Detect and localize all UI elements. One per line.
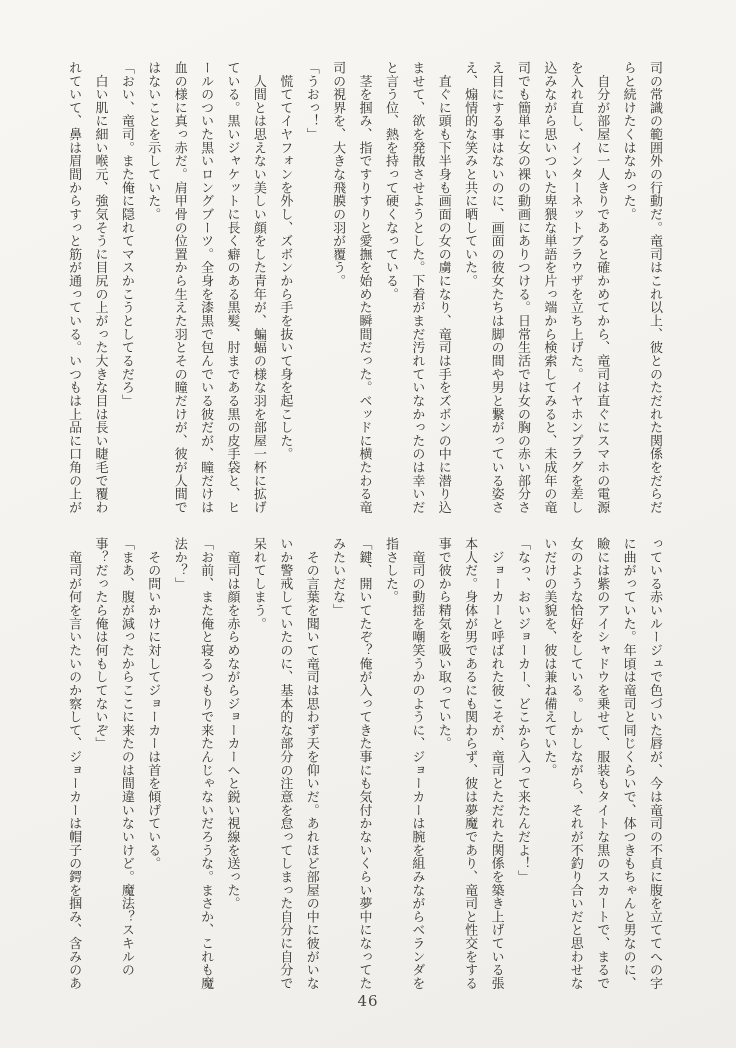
page-number: 46	[357, 992, 379, 1010]
text-line: 事で彼から精気を吸い取っていた。	[435, 537, 451, 751]
text-line: みたいだな」	[330, 537, 346, 617]
text-line: ている。黒いジャケットに長く癖のある黒髪、肘まである黒の皮手袋と、ヒ	[224, 61, 240, 514]
text-line: 「なっ、おいジョーカー、どこから入って来たんだよ！」	[514, 537, 530, 884]
text-line: 竜司の動揺を嘲笑うかのように、ジョーカーは腕を組みながらベランダを	[409, 537, 425, 990]
text-line: え目にする事はないのに、画面の彼女たちは脚の間や男と繋がっている姿さ	[488, 61, 504, 514]
text-line: 司の視界を、大きな飛膜の羽が覆う。	[330, 61, 346, 288]
text-line: 茎を掴み、指ですりすりと愛撫を始めた瞬間だった。ベッドに横たわる竜	[356, 61, 372, 514]
text-block-top	[60, 61, 667, 517]
text-line: え、煽情的な笑みと共に晒していた。	[462, 61, 478, 288]
text-line: その問いかけに対してジョーカーは首を傾げている。	[145, 537, 161, 870]
text-line: に曲がっていた。年頃は竜司と同じくらいで、体つきもちゃんと男なのに、	[620, 537, 636, 990]
text-block-bottom	[60, 537, 667, 993]
text-line: 白い肌に細い喉元、強気そうに目尻の上がった大きな目は長い睫毛で覆わ	[92, 61, 108, 514]
text-line: 司の常識の範囲外の行動だ。竜司はこれ以上、彼とのただれた関係をだらだ	[647, 61, 662, 514]
text-line: 「まあ、腹が減ったからここに来たのは間違いないけど。魔法？スキルの	[118, 537, 134, 977]
text-line: 瞼には紫のアイシャドウを乗せて、服装もタイトな黒のスカートで、まるで	[594, 537, 610, 990]
text-line: 女のような恰好をしている。しかしながら、それが不釣り合いだと思わせな	[567, 537, 583, 990]
text-line: 「うおっ！」	[303, 61, 319, 141]
text-line: 自分が部屋に一人きりであると確かめてから、竜司は直ぐにスマホの電源	[594, 61, 610, 514]
text-line: を入れ直し、インターネットブラウザを立ち上げた。イヤホンプラグを差し	[567, 61, 583, 514]
text-line: 「鍵、開いてたぞ？俺が入ってきた事にも気付かないくらい夢中になってた	[356, 537, 372, 990]
text-line: 呆れてしまう。	[250, 537, 266, 631]
text-line: いだけの美貌を、彼は兼ね備えていた。	[541, 537, 557, 777]
text-line: 法か？」	[171, 537, 187, 591]
text-line: れていて、鼻は眉間からすっと筋が通っている。いつもは上品に口角の上が	[66, 61, 82, 514]
text-line: 本人だ。身体が男であるにも関わらず、彼は夢魔であり、竜司と性交をする	[462, 537, 478, 990]
text-line: 「お前、また俺と寝るつもりで来たんじゃないだろうな。まさか、これも魔	[198, 537, 214, 990]
text-line: 慌ててイヤフォンを外し、ズボンから手を抜いて身を起こした。	[277, 61, 293, 461]
text-line: 込みながら思いついた卑猥な単語を片っ端から検索してみると、未成年の竜	[541, 61, 557, 514]
text-line: 司でも簡単に女の裸の動画にありつける。日常生活では女の胸の赤い部分さ	[514, 61, 530, 514]
text-line: 人間とは思えない美しい顔をした青年が、蝙蝠の様な羽を部屋一杯に拡げ	[250, 61, 266, 514]
text-line: はないことを示していた。	[145, 61, 161, 221]
text-line: ませて、欲を発散させようとした。下着がまだ汚れていなかったのは幸いだ	[409, 61, 425, 514]
text-line: その言葉を聞いて竜司は思わず天を仰いだ。あれほど部屋の中に彼がいな	[303, 537, 319, 990]
text-line: 「おい、竜司。また俺に隠れてマスかこうとしてるだろ」	[118, 61, 134, 408]
text-line: 事？だったら俺は何もしてないぞ」	[92, 537, 108, 751]
text-line: 指さした。	[382, 537, 398, 604]
text-line: と言う位、熱を持って硬くなっている。	[382, 61, 398, 301]
text-line: ジョーカーと呼ばれた彼こそが、竜司とただれた関係を築き上げている張	[488, 537, 504, 990]
text-line: ールのついた黒いロングブーツ。全身を漆黒で包んでいる彼だが、瞳だけは	[198, 61, 214, 514]
text-line: 竜司は顔を赤らめながらジョーカーへと鋭い視線を送った。	[224, 537, 240, 910]
text-line: いか警戒していたのに、基本的な部分の注意を怠ってしまった自分に自分で	[277, 537, 293, 990]
text-line: 血の様に真っ赤だ。肩甲骨の位置から生えた羽とその瞳だけが、彼が人間で	[171, 61, 187, 514]
text-line: らと続けたくはなかった。	[620, 61, 636, 221]
text-line: 竜司が何を言いたいのか察して、ジョーカーは帽子の鍔を掴み、含みのあ	[66, 537, 82, 990]
text-line: 直ぐに頭も下半身も画面の女の虜になり、竜司は手をズボンの中に潜り込	[435, 61, 451, 514]
text-line: っている赤いルージュで色づいた唇が、今は竜司の不貞に腹を立ててへの字	[647, 537, 662, 990]
